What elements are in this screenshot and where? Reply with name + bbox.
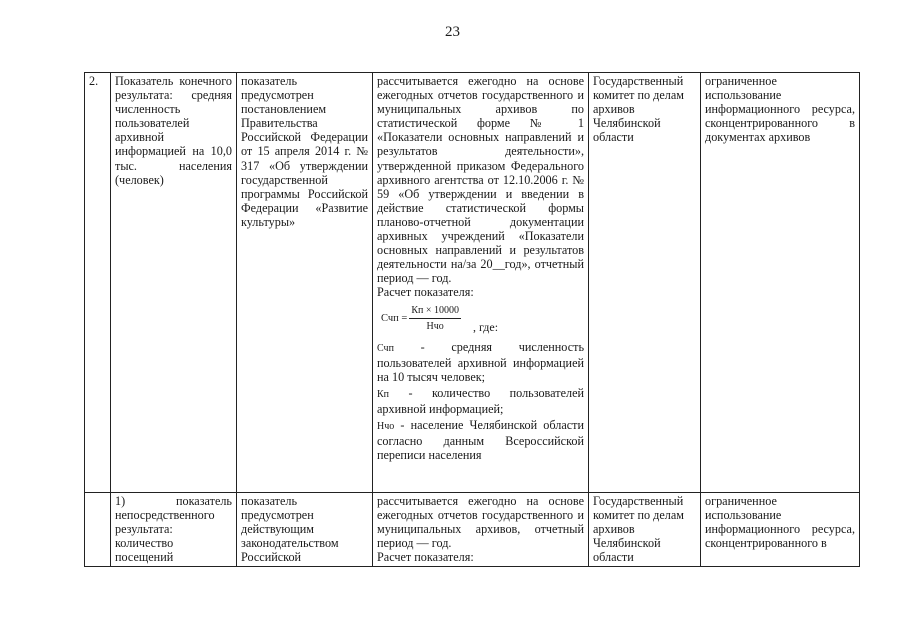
definition-item: [377, 340, 584, 384]
basis-cell: показатель предусмотрен действующим законодательством Российской: [237, 493, 373, 567]
definition-text: - количество пользователей архивной информацией;: [377, 385, 584, 417]
page-number: 23: [445, 24, 460, 40]
definition-symbol: Счп: [377, 342, 394, 354]
table-row: [85, 73, 860, 493]
row-number: 2.: [85, 73, 111, 493]
formula: [381, 304, 584, 334]
method-text: рассчитывается ежегодно на основе ежегодных отчетов государственного и муниципальных архивов по статистической форме № 1 «Показатели основных направлений и результатов деятельности», утвержденной приказом Федерального архивного агентства от 12.10.2006 г. № 59 «Об утверждении и введении в действие статистической формы планово-отчетной документации архивных учреждений «Показатели основных направлений и результатов деятельности на/за 20__год», отчетный период — год.: [377, 74, 584, 286]
responsible-cell: Государственный комитет по делам архивов Челябинской области: [589, 73, 701, 493]
definition-text: - население Челябинской области согласно данным Всероссийской переписи населения: [377, 418, 584, 463]
definition-symbol: Кп: [377, 388, 390, 400]
formula-fraction: [409, 304, 461, 334]
definition-text: - средняя численность пользователей архивной информацией на 10 тысяч человек;: [377, 339, 584, 384]
method-cell: [373, 493, 589, 567]
indicator-cell: Показатель конечного результата: средняя численность пользователей архивной информацией на 10,0 тыс. населения (человек): [111, 73, 237, 493]
formula-denominator: Нчо: [426, 320, 444, 332]
definition-symbol: Нчо: [377, 421, 395, 433]
table-row: [85, 493, 860, 567]
basis-cell: показатель предусмотрен постановлением Правительства Российской Федерации от 15 апреля 2014 г. № 317 «Об утверждении государственной программы Российской Федерации «Развитие культуры»: [237, 73, 373, 493]
indicators-table: [84, 72, 860, 567]
row-number: [85, 493, 111, 567]
formula-suffix: , где:: [472, 319, 499, 334]
formula-numerator: Кп × 10000: [409, 304, 461, 319]
definition-item: [377, 418, 584, 462]
limitations-cell: ограниченное использование информационного ресурса, сконцентрированного в документах архивов: [701, 73, 860, 493]
calc-label: Расчет показателя:: [377, 285, 474, 300]
definition-item: [377, 386, 584, 416]
indicator-cell: 1) показатель непосредственного результата: количество посещений: [111, 493, 237, 567]
method-text: рассчитывается ежегодно на основе ежегодных отчетов государственного и муниципальных архивов, отчетный период — год.: [377, 494, 584, 551]
method-cell: [373, 73, 589, 493]
responsible-cell: Государственный комитет по делам архивов Челябинской области: [589, 493, 701, 567]
formula-lhs: Счп =: [381, 312, 408, 324]
calc-label: Расчет показателя:: [377, 550, 474, 565]
limitations-cell: ограниченное использование информационного ресурса, сконцентрированного в: [701, 493, 860, 567]
